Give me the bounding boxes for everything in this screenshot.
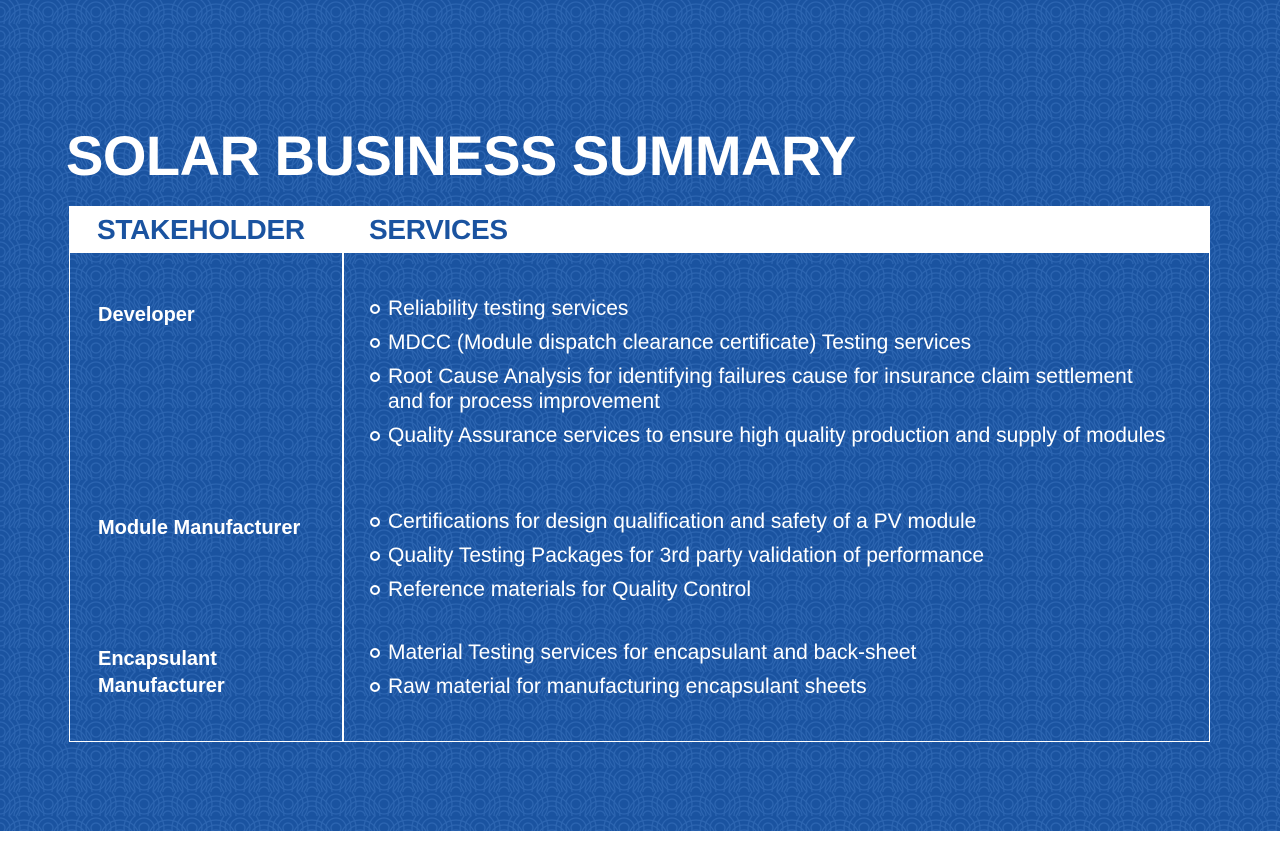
summary-table bbox=[69, 206, 1210, 742]
service-text: Quality Testing Packages for 3rd party validation of performance bbox=[388, 544, 985, 567]
list-item bbox=[369, 330, 1169, 355]
bullet-icon bbox=[370, 517, 380, 527]
header-services: SERVICES bbox=[369, 214, 508, 245]
column-divider bbox=[342, 253, 344, 741]
bullet-icon bbox=[370, 304, 380, 314]
bullet-icon bbox=[370, 372, 380, 382]
service-text: Certifications for design qualification and safety of a PV module bbox=[388, 510, 977, 533]
stakeholder-module-manufacturer: Module Manufacturer bbox=[98, 517, 301, 539]
list-item bbox=[369, 577, 1169, 602]
page-title: SOLAR BUSINESS SUMMARY bbox=[66, 124, 856, 187]
bullet-icon bbox=[370, 338, 380, 348]
service-text: Raw material for manufacturing encapsulant sheets bbox=[388, 675, 867, 698]
list-item bbox=[369, 423, 1169, 448]
services-list-developer bbox=[369, 296, 1169, 457]
list-item bbox=[369, 674, 1169, 699]
list-item bbox=[369, 640, 1169, 665]
table-header bbox=[70, 207, 1209, 253]
stakeholder-encapsulant-manufacturer: Encapsulant Manufacturer bbox=[98, 648, 225, 697]
bullet-icon bbox=[370, 585, 380, 595]
bullet-icon bbox=[370, 682, 380, 692]
bullet-icon bbox=[370, 431, 380, 441]
list-item bbox=[369, 509, 1169, 534]
service-text: Reference materials for Quality Control bbox=[388, 578, 751, 601]
list-item bbox=[369, 364, 1169, 414]
services-list-encapsulant-manufacturer bbox=[369, 640, 1169, 708]
service-text: Root Cause Analysis for identifying failures cause for insurance claim settlement and for process improvement bbox=[388, 365, 1133, 413]
service-text: Quality Assurance services to ensure high quality production and supply of modules bbox=[388, 424, 1166, 447]
list-item bbox=[369, 543, 1169, 568]
service-text: Reliability testing services bbox=[388, 297, 629, 320]
bullet-icon bbox=[370, 551, 380, 561]
list-item bbox=[369, 296, 1169, 321]
stakeholder-developer: Developer bbox=[98, 304, 195, 326]
service-text: Material Testing services for encapsulant and back-sheet bbox=[388, 641, 917, 664]
service-text: MDCC (Module dispatch clearance certificate) Testing services bbox=[388, 331, 972, 354]
bullet-icon bbox=[370, 648, 380, 658]
header-stakeholder: STAKEHOLDER bbox=[97, 214, 305, 245]
services-list-module-manufacturer bbox=[369, 509, 1169, 611]
